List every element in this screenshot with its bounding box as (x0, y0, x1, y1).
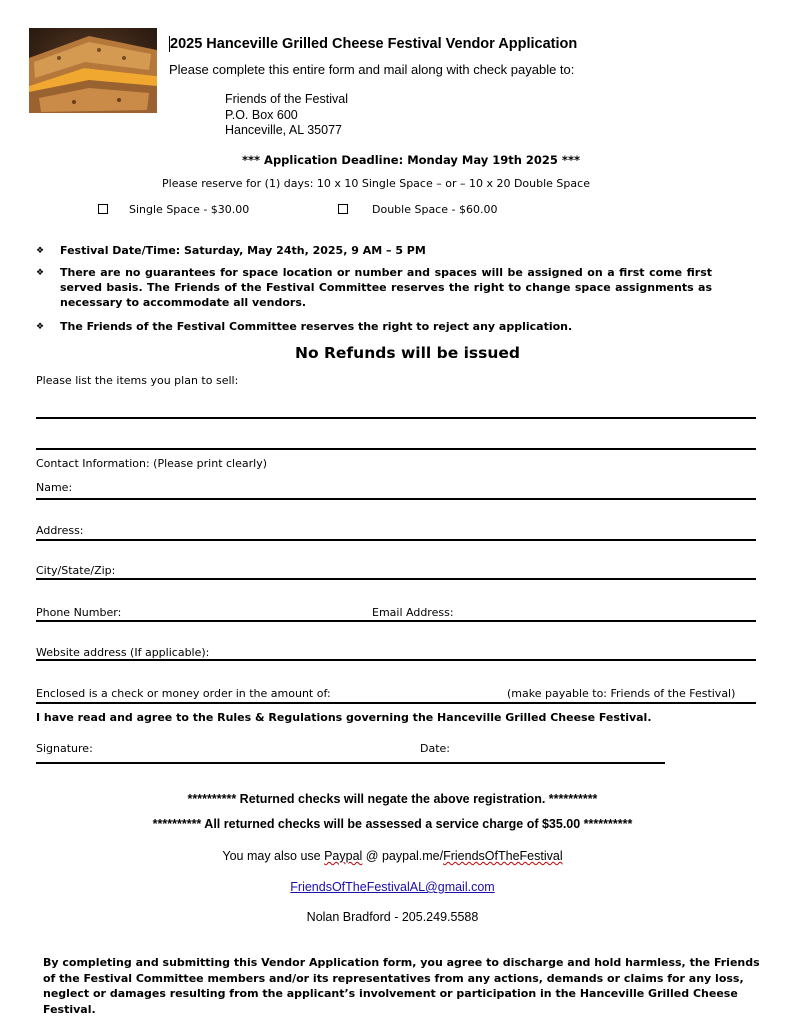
returned-checks-notice: ********** Returned checks will negate the above registration. ********** (187, 792, 598, 806)
mailing-address-line-2: P.O. Box 600 (225, 108, 298, 122)
items-line-1[interactable] (36, 417, 756, 419)
paypal-prefix: You may also use (222, 849, 325, 863)
name-field[interactable] (36, 498, 756, 500)
liability-disclaimer: By completing and submitting this Vendor Application form, you agree to discharge and hold harmless, the Friends of the Festival Committee members and/or its representatives from any actions, demands or claims for any loss, neglect or damages resulting from the applicant’s involvement or participation in the Hanceville Grilled Cheese Festival. (43, 956, 760, 1016)
website-label: Website address (If applicable): (36, 646, 210, 659)
mailing-address-line-1: Friends of the Festival (225, 92, 348, 106)
email-line (0, 880, 785, 894)
page-title: 2025 Hanceville Grilled Cheese Festival Vendor Application (170, 36, 578, 52)
double-space-label: Double Space - $60.00 (372, 203, 498, 216)
agreement-text: I have read and agree to the Rules & Regulations governing the Hanceville Grilled Cheese Festival. (36, 711, 652, 724)
name-label: Name: (36, 481, 73, 494)
diamond-bullet-icon: ❖ (36, 321, 45, 331)
contact-info-label: Contact Information: (Please print clearly) (36, 457, 267, 470)
paypal-line (0, 849, 785, 863)
address-label: Address: (36, 524, 84, 537)
space-policy-text: There are no guarantees for space location or number and spaces will be assigned on a first come first served basis. The Friends of the Festival Committee reserves the right to change space assignments as necessary to accommodate all vendors. (60, 266, 712, 309)
mailing-address-line-3: Hanceville, AL 35077 (225, 123, 342, 137)
instructions-text: Please complete this entire form and mail along with check payable to: (169, 62, 575, 77)
diamond-bullet-icon: ❖ (36, 245, 45, 255)
contact-phone: Nolan Bradford - 205.249.5588 (306, 910, 479, 924)
address-field[interactable] (36, 539, 756, 541)
contact-email-link[interactable]: FriendsOfTheFestivalAL@gmail.com (290, 880, 495, 894)
paypal-word: Paypal (324, 849, 363, 863)
single-space-label: Single Space - $30.00 (129, 203, 250, 216)
reserve-instructions: Please reserve for (1) days: 10 x 10 Single Space – or – 10 x 20 Double Space (162, 177, 590, 190)
email-label: Email Address: (372, 606, 454, 619)
reject-policy-text: The Friends of the Festival Committee reserves the right to reject any application. (60, 320, 573, 333)
festival-date-time: Festival Date/Time: Saturday, May 24th, 2025, 9 AM – 5 PM (60, 244, 426, 257)
signature-label: Signature: (36, 742, 93, 755)
phone-email-field[interactable] (36, 620, 756, 622)
enclosed-amount-field[interactable] (36, 702, 756, 704)
items-line-2[interactable] (36, 448, 756, 450)
items-label: Please list the items you plan to sell: (36, 374, 239, 387)
phone-label: Phone Number: (36, 606, 122, 619)
double-space-checkbox-icon[interactable] (338, 204, 348, 214)
single-space-checkbox-icon[interactable] (98, 204, 108, 214)
payable-note: (make payable to: Friends of the Festival) (507, 687, 736, 700)
date-label: Date: (420, 742, 450, 755)
paypal-middle: @ paypal.me/ (362, 849, 444, 863)
website-field[interactable] (36, 659, 756, 661)
city-state-zip-label: City/State/Zip: (36, 564, 116, 577)
application-deadline: *** Application Deadline: Monday May 19th 2025 *** (242, 153, 580, 167)
signature-date-field[interactable] (36, 762, 665, 764)
enclosed-amount-label: Enclosed is a check or money order in the amount of: (36, 687, 331, 700)
diamond-bullet-icon: ❖ (36, 267, 45, 277)
no-refunds-heading: No Refunds will be issued (294, 344, 521, 362)
service-charge-notice: ********** All returned checks will be assessed a service charge of $35.00 ********** (152, 817, 633, 831)
paypal-link[interactable]: FriendsOfTheFestival (443, 849, 563, 863)
grilled-cheese-photo (29, 28, 157, 113)
city-state-zip-field[interactable] (36, 578, 756, 580)
